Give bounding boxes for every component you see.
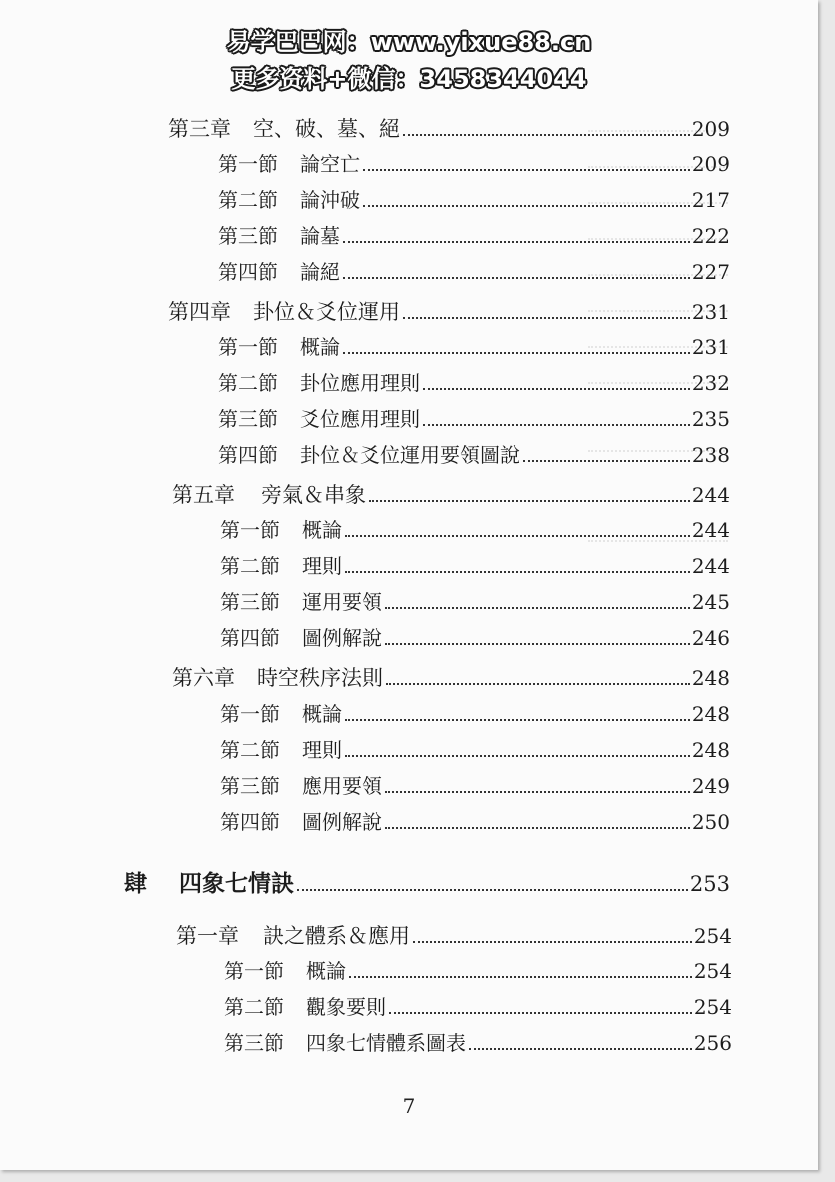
toc-label: 第五章 (172, 483, 235, 507)
toc-page: 249 (691, 774, 730, 798)
toc-leader (345, 570, 690, 573)
toc-label: 第一節 (220, 518, 280, 542)
toc-label: 第六章 (172, 666, 235, 690)
toc-title: 訣之體系＆應用 (263, 924, 410, 948)
toc-leader (403, 133, 690, 136)
toc-title: 空、破、墓、絕 (253, 117, 400, 141)
toc-row-section (220, 514, 730, 540)
toc-page: 231 (691, 300, 730, 324)
watermark-contact: 更多资料+微信：3458344044 (231, 65, 587, 93)
toc-page: 244 (691, 518, 730, 542)
toc-leader (413, 940, 692, 943)
toc-page: 248 (691, 738, 730, 762)
toc-label: 第三節 (220, 774, 280, 798)
toc-leader (345, 534, 690, 537)
toc-leader (363, 168, 690, 171)
toc-label: 第四節 (218, 260, 278, 284)
toc-row-section (220, 698, 730, 724)
toc-page: 209 (691, 152, 730, 176)
toc-page: 245 (691, 590, 730, 614)
toc-title: 論墓 (300, 224, 340, 248)
toc-label: 第四章 (168, 300, 231, 324)
toc-row-section (220, 550, 730, 576)
toc-title: 應用要領 (302, 774, 382, 798)
toc-row-section (218, 331, 730, 357)
toc-title: 圖例解說 (302, 626, 382, 650)
toc-page: 244 (691, 554, 730, 578)
toc-label: 第三節 (218, 407, 278, 431)
toc-label: 第一節 (220, 702, 280, 726)
toc-leader (523, 459, 690, 462)
toc-page: 222 (691, 224, 730, 248)
toc-page: 231 (691, 335, 730, 359)
toc-label: 第四節 (220, 626, 280, 650)
toc-page: 254 (693, 924, 732, 948)
toc-title: 概論 (302, 518, 342, 542)
toc-row-section (224, 1027, 732, 1053)
toc-row-section (218, 220, 730, 246)
toc-label: 第二節 (220, 554, 280, 578)
toc-row-section (220, 806, 730, 832)
toc-row-chapter (172, 479, 730, 505)
toc-page: 238 (691, 443, 730, 467)
toc-title: 時空秩序法則 (257, 666, 383, 690)
toc-title: 旁氣＆串象 (261, 483, 366, 507)
toc-leader (343, 351, 690, 354)
toc-label: 第四節 (218, 443, 278, 467)
toc-leader (345, 754, 690, 757)
toc-row-section (218, 148, 730, 174)
toc-page: 256 (693, 1031, 732, 1055)
toc-leader (423, 387, 690, 390)
toc-page: 209 (691, 117, 730, 141)
toc-page: 248 (691, 702, 730, 726)
toc-page: 244 (691, 483, 730, 507)
toc-label: 第四節 (220, 810, 280, 834)
toc-leader (389, 1011, 692, 1014)
toc-leader (403, 316, 690, 319)
toc-row-section (218, 256, 730, 282)
toc-label: 第一節 (218, 152, 278, 176)
toc-title: 觀象要則 (306, 995, 386, 1019)
toc-label: 第三節 (218, 224, 278, 248)
toc-row-section (220, 622, 730, 648)
toc-row-section (224, 991, 732, 1017)
toc-label: 第一節 (218, 335, 278, 359)
toc-label: 第二節 (218, 188, 278, 212)
toc-row-section (218, 184, 730, 210)
toc-leader (343, 240, 690, 243)
toc-row-section (220, 734, 730, 760)
toc-label: 第三節 (224, 1031, 284, 1055)
toc-leader (345, 718, 690, 721)
toc-label: 第三章 (168, 117, 231, 141)
toc-row-chapter (172, 662, 730, 688)
toc-page: 254 (693, 995, 732, 1019)
toc-row-section (218, 403, 730, 429)
toc-label: 第二節 (224, 995, 284, 1019)
toc-leader (385, 606, 690, 609)
toc-leader (385, 790, 690, 793)
toc-row-part (124, 865, 730, 897)
toc-row-chapter (168, 296, 730, 322)
toc-label: 第二節 (218, 371, 278, 395)
toc-leader (423, 423, 690, 426)
toc-row-section (220, 586, 730, 612)
toc-title: 概論 (300, 335, 340, 359)
toc-label: 第一節 (224, 959, 284, 983)
toc-label: 肆 (124, 870, 147, 897)
toc-row-section (218, 439, 730, 465)
toc-leader (363, 204, 690, 207)
toc-title: 論絕 (300, 260, 340, 284)
toc-title: 論空亡 (300, 152, 360, 176)
toc-label: 第二節 (220, 738, 280, 762)
toc-leader (349, 975, 692, 978)
toc-page: 250 (691, 810, 730, 834)
toc-title: 運用要領 (302, 590, 382, 614)
toc-title: 卦位＆爻位運用 (253, 300, 400, 324)
toc-row-chapter (176, 920, 732, 946)
toc-row-section (220, 770, 730, 796)
watermark-site: 易学巴巴网：www.yixue88.cn (226, 28, 592, 56)
toc-title: 圖例解說 (302, 810, 382, 834)
toc-page: 235 (691, 407, 730, 431)
toc-page: 246 (691, 626, 730, 650)
toc-page: 227 (691, 260, 730, 284)
toc-title: 概論 (306, 959, 346, 983)
toc-label: 第三節 (220, 590, 280, 614)
toc-page: 248 (691, 666, 730, 690)
toc-title: 爻位應用理則 (300, 407, 420, 431)
toc-title: 四象七情訣 (179, 870, 294, 897)
toc-row-section (218, 367, 730, 393)
toc-title: 卦位＆爻位運用要領圖說 (300, 443, 520, 467)
toc-leader (385, 642, 690, 645)
toc-leader (369, 499, 690, 502)
toc-title: 理則 (302, 554, 342, 578)
page-number: 7 (402, 1094, 416, 1118)
toc-title: 理則 (302, 738, 342, 762)
toc-label: 第一章 (176, 924, 239, 948)
toc-title: 卦位應用理則 (300, 371, 420, 395)
toc-title: 論沖破 (300, 188, 360, 212)
toc-page: 232 (691, 371, 730, 395)
toc-leader (343, 276, 690, 279)
toc-row-section (224, 955, 732, 981)
toc-leader (385, 826, 690, 829)
toc-page: 253 (689, 872, 730, 896)
toc-leader (297, 888, 688, 891)
toc-leader (469, 1047, 692, 1050)
toc-page: 217 (691, 188, 730, 212)
toc-page: 254 (693, 959, 732, 983)
toc-leader (386, 682, 690, 685)
toc-row-chapter (168, 113, 730, 139)
toc-title: 概論 (302, 702, 342, 726)
toc-title: 四象七情體系圖表 (306, 1031, 466, 1055)
